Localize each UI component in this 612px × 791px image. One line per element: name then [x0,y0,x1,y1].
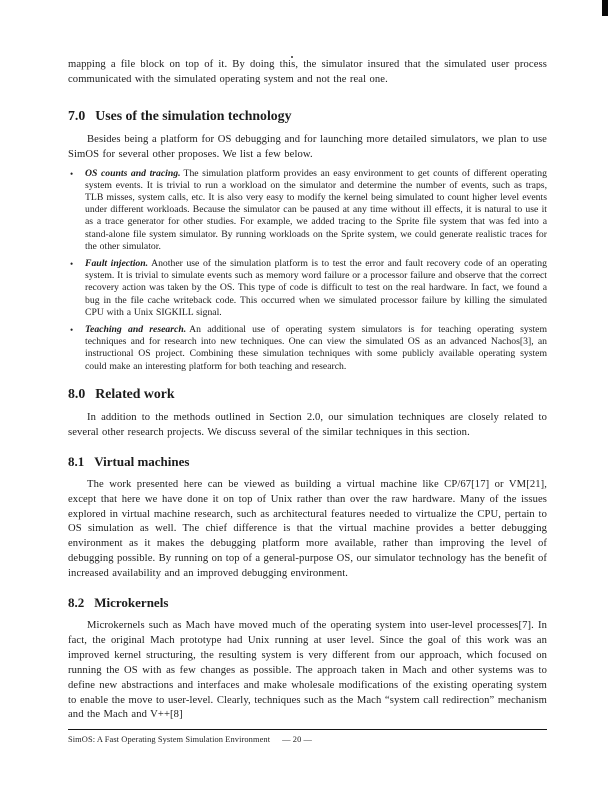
running-title: SimOS: A Fast Operating System Simulation Environment [68,735,271,744]
section-8-1-title: Virtual machines [94,453,190,469]
section-8-2-heading [68,595,547,611]
bullet-item-teaching-research [68,324,547,373]
page-content [68,58,547,723]
footer-rule [68,729,547,730]
section-7-title: Uses of the simulation technology [95,107,292,123]
bullet-label: Fault injection. [85,258,149,270]
bullet-text: Another use of the simulation platform is to test the error and fault recovery code of an operating system. It is trivial to simulate events such as memory word failure or a processor failure and observe that the correct recovery action was taken by the OS. This type of code is difficult to test on the real hardware. In fact, we found a bug in the file cache writeback code. This occurred when we simulated processor failure by killing the simulated CPU with a Unix SIGKILL signal. [85,258,547,318]
footer-text [68,735,547,744]
section-8-2-paragraph: Microkernels such as Mach have moved much of the operating system into user-level processes[7]. In fact, the original Mach prototype had Unix running at user level. Since the goal of this work was an improved kernel structuring, the resulting system is very different from our approach, which focused on running the OS with as few changes as possible. The approach taken in Mach and other systems was to define new abstractions and interfaces and make wholesale modifications of the existing operating system to enable the move to user-level. Clearly, techniques such as the Mach “system call redirection” mechanism and the Mach and V++[8] [68,620,547,721]
uses-bullet-list [68,168,547,373]
bullet-icon: • [70,325,74,336]
section-8-number: 8.0 [68,385,86,401]
page-footer [68,729,547,744]
section-8-1-number: 8.1 [68,453,85,469]
bullet-text: The simulation platform provides an easy environment to get counts of different operating system events. It is trivial to run a workload on the simulator and determine the number of events, such as traps, TLB misses, system calls, etc. It is also very easy to modify the kernel being simulated to count higher level events under different workloads. Because the simulator can be paused at any time without ill effects, it is natural to use it as a trace generator for other studies. For example, we added tracing to the Sprite file system that was fed into a stand-alone file system simulator. By running workloads on the Sprite system, we could generate realistic traces for the other simulator. [85,167,547,252]
bullet-item-fault-injection [68,258,547,319]
bullet-icon: • [70,168,74,179]
bullet-label: OS counts and tracing. [85,167,181,179]
section-7-paragraph: Besides being a platform for OS debugging and for launching more detailed simulators, we plan to use SimOS for several other proposes. We list a few below. [68,133,547,160]
bullet-label: Teaching and research. [85,324,187,336]
section-7-number: 7.0 [68,107,86,123]
page-number: — 20 — [282,735,313,744]
section-8-2-title: Microkernels [94,595,169,611]
scan-corner-mark [602,0,608,16]
bullet-item-os-counts [68,168,547,253]
bullet-icon: • [70,259,74,270]
bullet-text: An additional use of operating system simulators is for teaching operating system techniques and for research into new techniques. One can view the simulated OS as an advanced Nachos[3], an instructional OS project. Combining these simulation techniques with some publicly available operating system could make an interesting platform for both teaching and research. [85,324,547,372]
section-7-heading [68,108,547,124]
section-8-paragraph: In addition to the methods outlined in Section 2.0, our simulation techniques are closely related to several other research projects. We discuss several of the similar techniques in this section. [68,411,547,438]
intro-paragraph: mapping a file block on top of it. By doing this, the simulator insured that the simulated user process communicated with the simulated operating system and not the real one. [68,59,547,85]
section-8-2-number: 8.2 [68,595,85,611]
section-8-heading [68,386,547,402]
section-8-1-paragraph: The work presented here can be viewed as building a virtual machine like CP/67[17] or VM[21], except that here we have done it on top of Unix rather than over the raw hardware. Many of the issues explored in virtual machine research, such as architectural features needed to virtualize the CPU, pertain to OS simulation as well. The chief difference is that the virtual machine provides a better debugging environment as it makes the debugging platform more available, rather than improving the level of debugging possible. By running on top of a general-purpose OS, our simulator technology has the benefit of increased availability and an improved debugging environment. [68,478,547,580]
section-8-title: Related work [95,385,175,401]
section-8-1-heading [68,454,547,470]
